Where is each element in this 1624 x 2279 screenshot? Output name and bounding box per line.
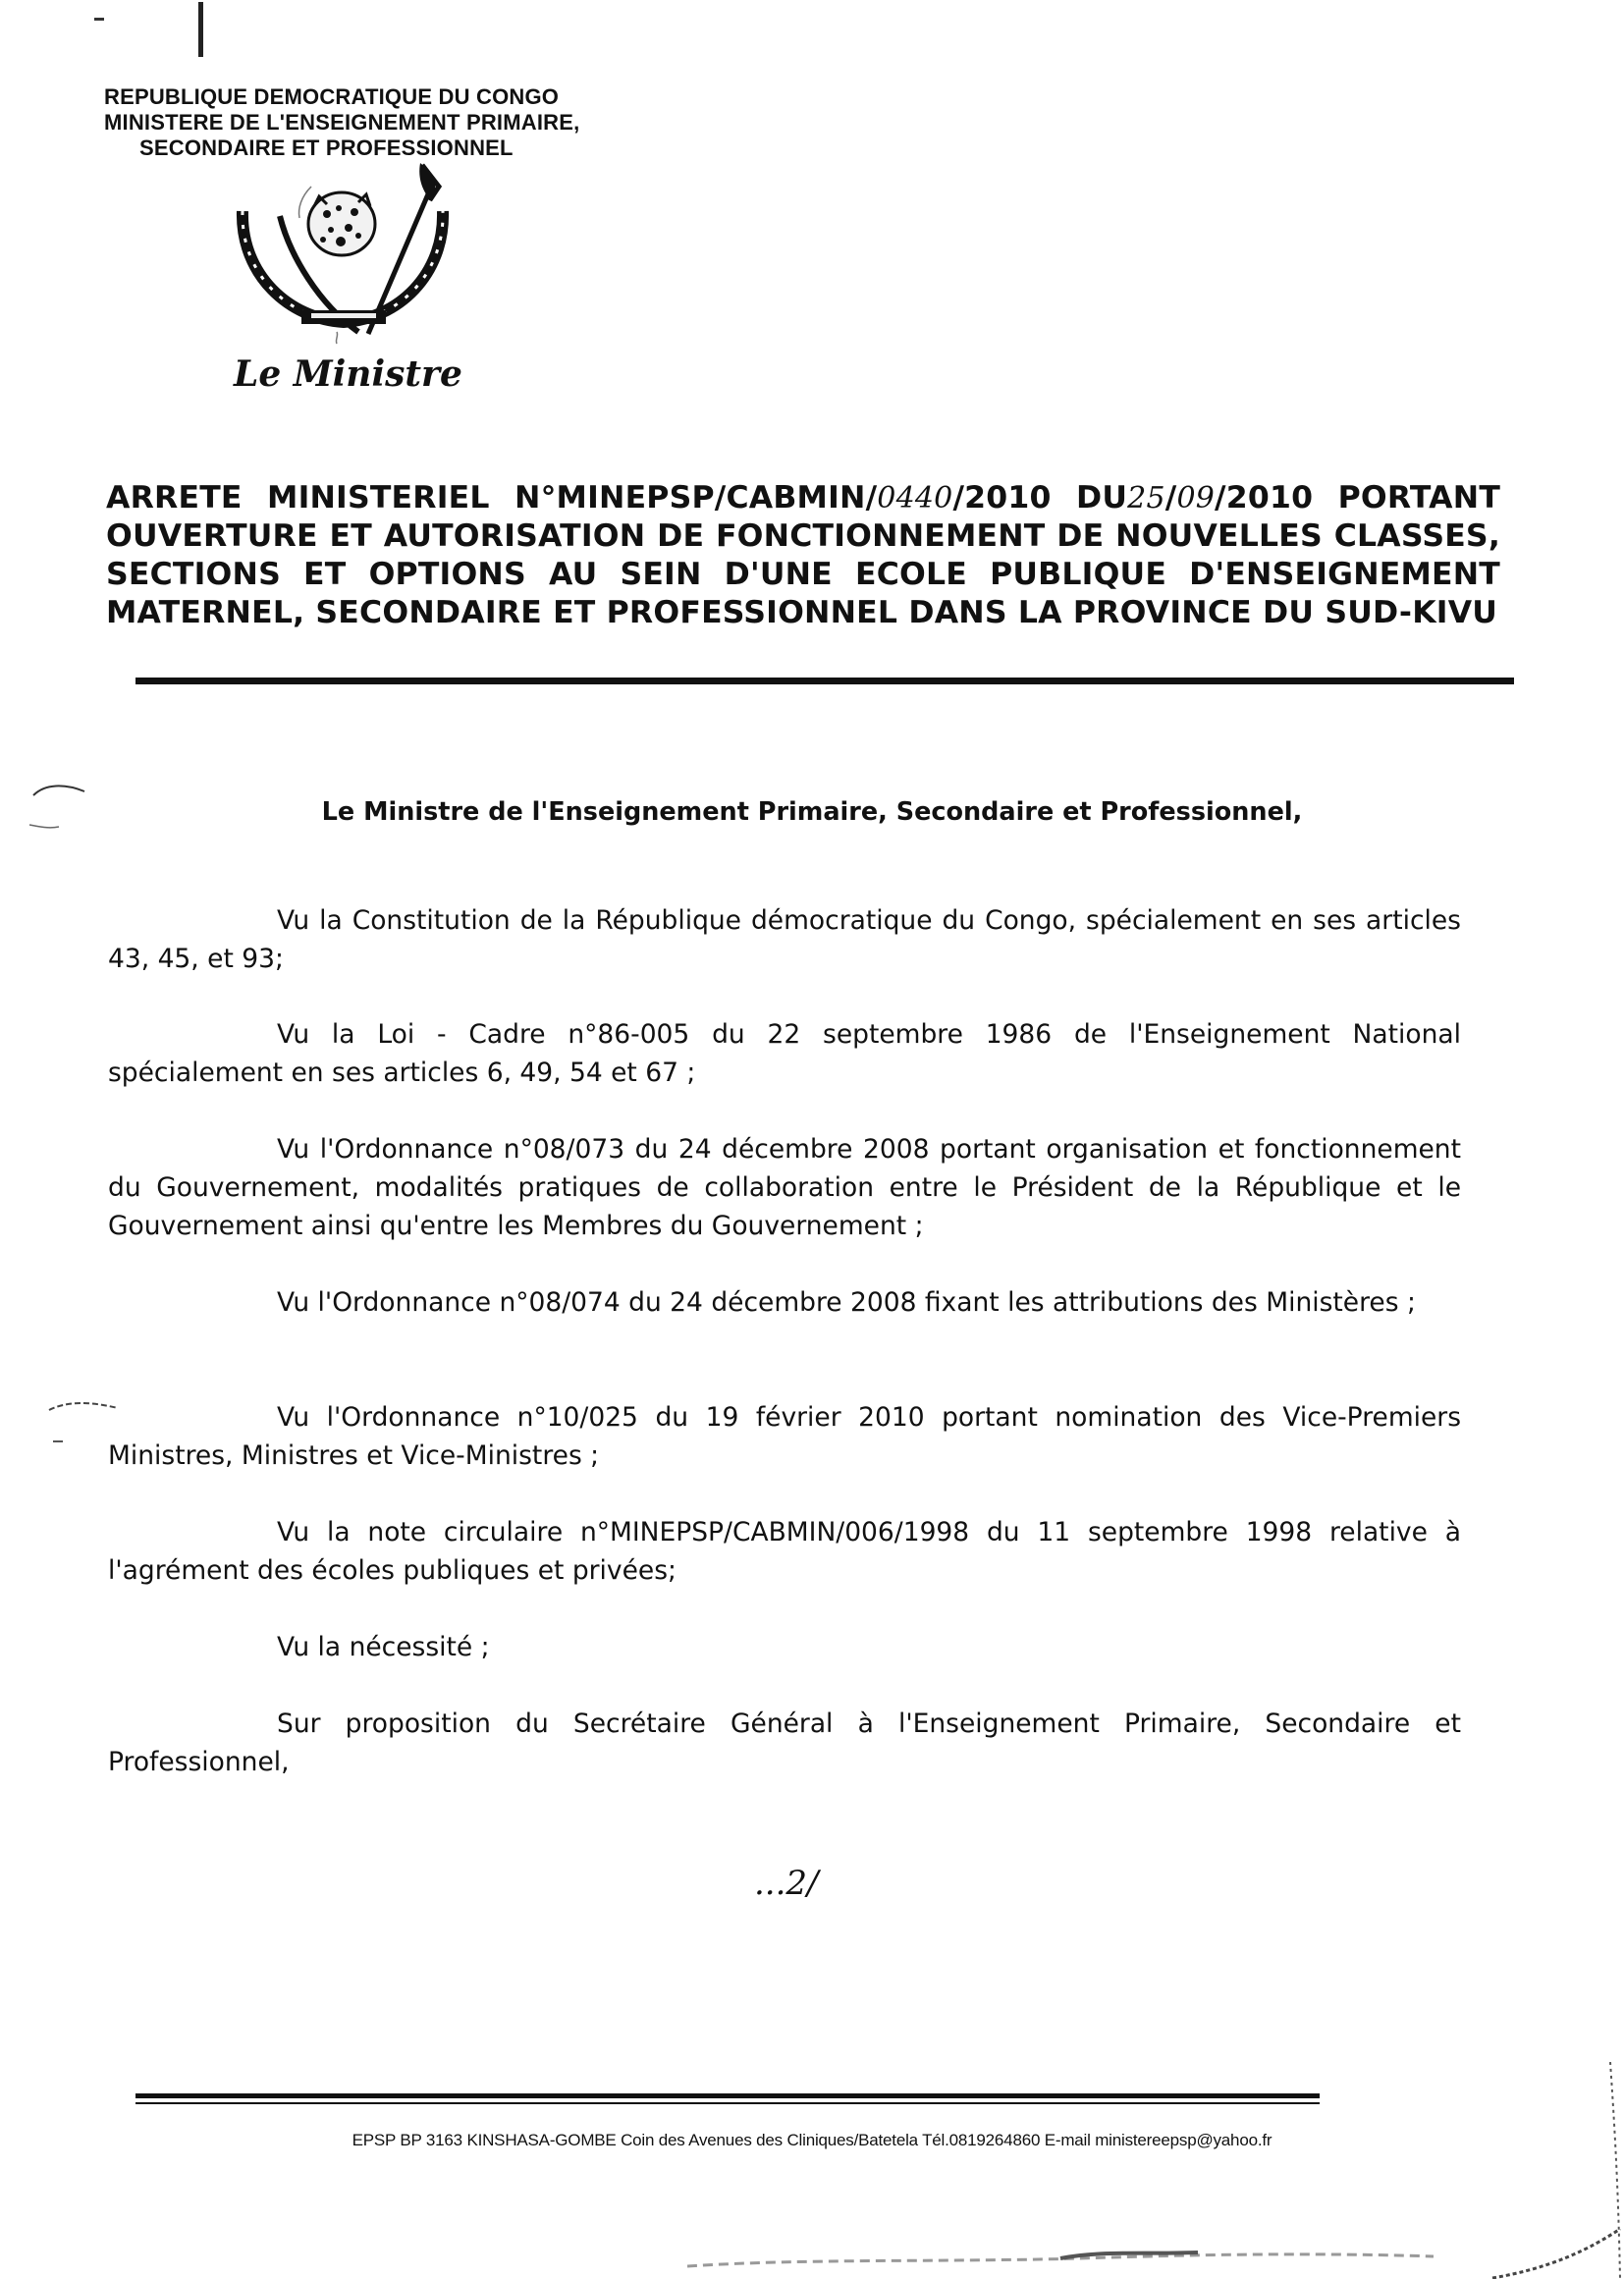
title-divider (135, 678, 1514, 684)
handwritten-number: 0440 (877, 481, 953, 515)
scan-mark-top (198, 2, 203, 57)
header-line-3: SECONDAIRE ET PROFESSIONNEL (139, 136, 514, 160)
title-part-1: ARRETE MINISTERIEL N°MINEPSP/CABMIN/ (106, 480, 878, 515)
paragraph-3-text: Vu l'Ordonnance n°08/073 du 24 décembre 2008 portant organisation et fonctionnement du Gouvernement, modalités pratiques de collaboration entre le Président de la République et le Gouvernement ainsi qu'entre les Membres du Gouvernement ; (108, 1134, 1461, 1241)
header-line-1: REPUBLIQUE DEMOCRATIQUE DU CONGO (104, 84, 560, 109)
footer-address: EPSP BP 3163 KINSHASA-GOMBE Coin des Avenues des Cliniques/Batetela Tél.0819264860 E-mail ministereepsp@yahoo.fr (352, 2131, 1272, 2149)
scan-dash (94, 18, 104, 21)
paragraph-7-text: Vu la nécessité ; (277, 1632, 490, 1662)
title-sep: / (1164, 480, 1177, 515)
header-line-2: MINISTERE DE L'ENSEIGNEMENT PRIMAIRE, (104, 110, 580, 135)
letterhead (104, 84, 579, 161)
paragraph-1 (108, 901, 1461, 978)
footer-rule-thick (135, 2093, 1320, 2098)
signature-label: Le Ministre (234, 353, 462, 395)
continuation-mark: ...2/ (754, 1864, 819, 1903)
footer-rule-thin (135, 2102, 1320, 2104)
scan-noise-bottom (687, 2229, 1624, 2279)
intro-line: Le Ministre de l'Enseignement Primaire, Secondaire et Professionnel, (321, 797, 1303, 827)
handwritten-month: 09 (1176, 481, 1216, 515)
handwritten-day: 25 (1127, 481, 1165, 515)
title-part-3: /2010 PORTANT OUVERTURE ET AUTORISATION DE FONCTIONNEMENT DE NOUVELLES CLASSES, SECTIONS ET OPTIONS AU SEIN D'UNE ECOLE PUBLIQUE D'ENSEIGNEMENT MATERNEL, SECONDAIRE ET PROFESSIONNEL DANS LA PROVINCE DU SUD-KIVU (106, 480, 1501, 630)
paragraph-8 (108, 1705, 1461, 1781)
paragraph-4-text: Vu l'Ordonnance n°08/074 du 24 décembre 2008 fixant les attributions des Ministères ; (277, 1287, 1416, 1318)
paragraph-6-text: Vu la note circulaire n°MINEPSP/CABMIN/006/1998 du 11 septembre 1998 relative à l'agrément des écoles publiques et privées; (108, 1517, 1461, 1586)
paragraph-5 (108, 1398, 1461, 1475)
paragraph-1-text: Vu la Constitution de la République démocratique du Congo, spécialement en ses articles 43, 45, et 93; (108, 905, 1461, 974)
paragraph-3 (108, 1130, 1461, 1245)
title-part-2: /2010 DU (952, 480, 1128, 515)
scan-edge-right (1581, 2062, 1624, 2279)
paragraph-8-text: Sur proposition du Secrétaire Général à l'Enseignement Primaire, Secondaire et Professionnel, (108, 1709, 1461, 1777)
paragraph-5-text: Vu l'Ordonnance n°10/025 du 19 février 2010 portant nomination des Vice-Premiers Ministres, Ministres et Vice-Ministres ; (108, 1402, 1461, 1471)
paragraph-7 (108, 1628, 1461, 1666)
paragraph-4 (108, 1283, 1461, 1322)
decree-title (106, 479, 1500, 632)
paragraph-2-text: Vu la Loi - Cadre n°86-005 du 22 septembre 1986 de l'Enseignement National spécialement en ses articles 6, 49, 54 et 67 ; (108, 1019, 1461, 1088)
paragraph-6 (108, 1513, 1461, 1590)
coat-of-arms-icon (221, 157, 466, 353)
paragraph-2 (108, 1015, 1461, 1092)
